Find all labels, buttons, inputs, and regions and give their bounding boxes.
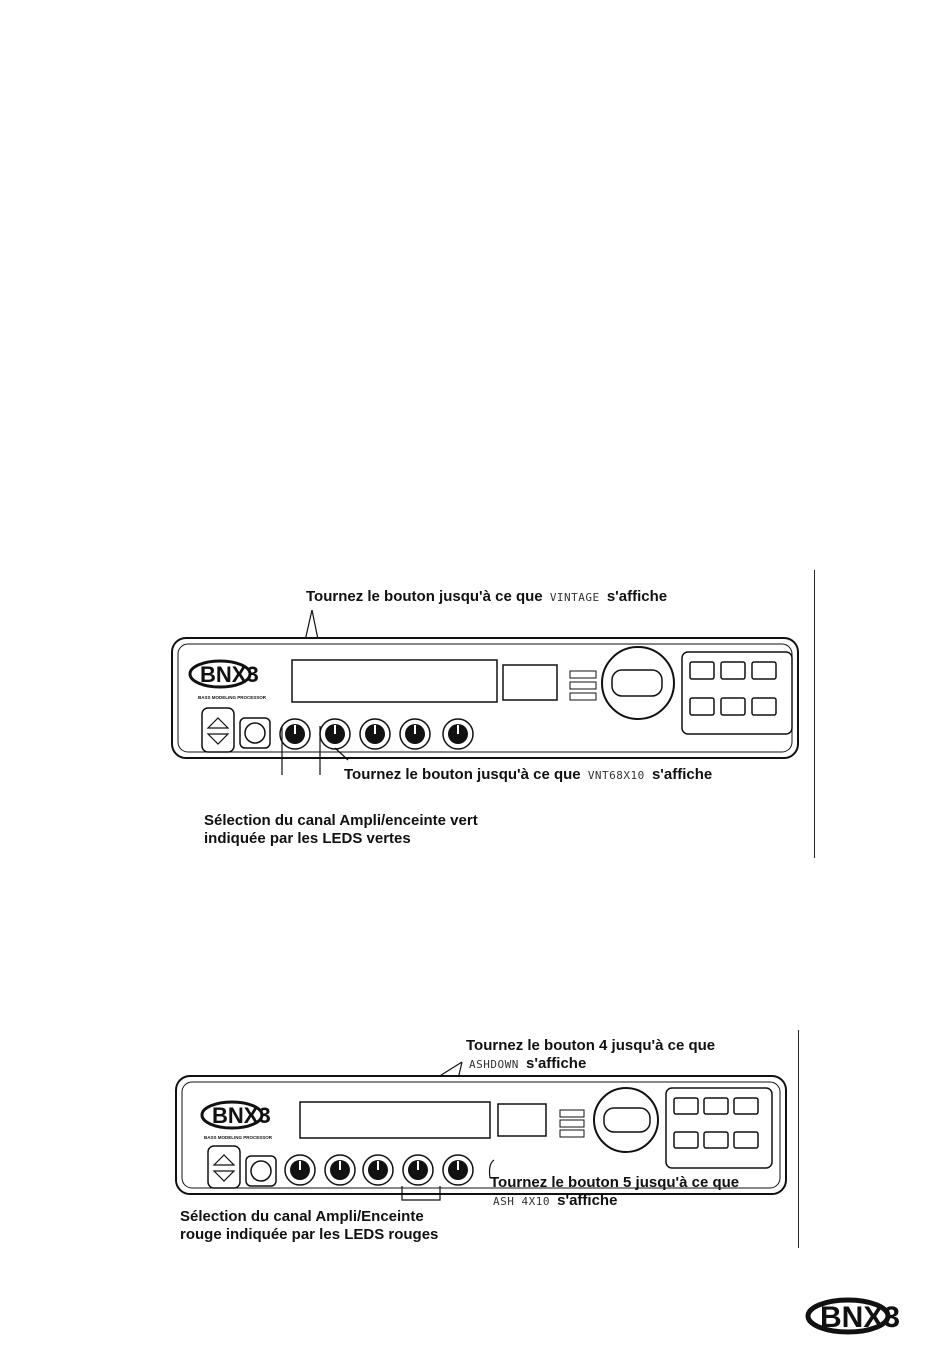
channel-led — [560, 1130, 584, 1137]
brand-subtitle: BASS MODELING PROCESSOR — [204, 1135, 273, 1140]
channel-led — [560, 1120, 584, 1127]
knob — [280, 719, 310, 749]
lcd-text: ASHDOWN — [469, 1058, 519, 1071]
lcd-text: VINTAGE — [549, 591, 600, 604]
knob — [360, 719, 390, 749]
callout-mid: Tournez le bouton jusqu'à ce que VNT68X10 s'affiche — [344, 766, 713, 783]
brand-logo: BNX3 — [212, 1103, 271, 1128]
knob — [363, 1155, 393, 1185]
knob — [320, 719, 350, 749]
lcd-display-small — [498, 1104, 546, 1136]
callout-top: Tournez le bouton 4 jusqu'à ce que ASHDOWN s'affiche — [466, 1037, 716, 1072]
callout-right: Tournez le bouton 5 jusqu'à ce que ASH 4X10 s'affiche — [490, 1174, 740, 1209]
lcd-display-small — [503, 665, 557, 700]
knob — [400, 719, 430, 749]
footer-logo — [800, 1290, 920, 1340]
lcd-display — [300, 1102, 490, 1138]
knob — [285, 1155, 315, 1185]
channel-led — [570, 682, 596, 689]
selection-caption: Sélection du canal Ampli/enceinte vert indiquée par les LEDS vertes — [204, 812, 478, 847]
brand-logo: BNX3 — [200, 662, 259, 687]
knob — [403, 1155, 433, 1185]
margin-rule — [814, 570, 815, 858]
up-down-switch — [202, 708, 234, 752]
channel-led — [560, 1110, 584, 1117]
knob — [443, 1155, 473, 1185]
lcd-display — [292, 660, 497, 702]
knob — [443, 719, 473, 749]
brand-subtitle: BASS MODELING PROCESSOR — [198, 695, 267, 700]
callout-top: Tournez le bouton jusqu'à ce que VINTAGE s'affiche — [306, 588, 668, 605]
footer-logo-text: BNX3 — [820, 1301, 901, 1334]
knob — [325, 1155, 355, 1185]
selection-caption: Sélection du canal Ampli/Enceinte rouge indiquée par les LEDS rouges — [180, 1208, 439, 1243]
channel-led — [570, 693, 596, 700]
device-panel — [170, 610, 810, 775]
channel-led — [570, 671, 596, 678]
lcd-text: ASH 4X10 — [493, 1195, 550, 1208]
margin-rule — [798, 1030, 799, 1248]
lcd-text: VNT68X10 — [587, 769, 645, 782]
